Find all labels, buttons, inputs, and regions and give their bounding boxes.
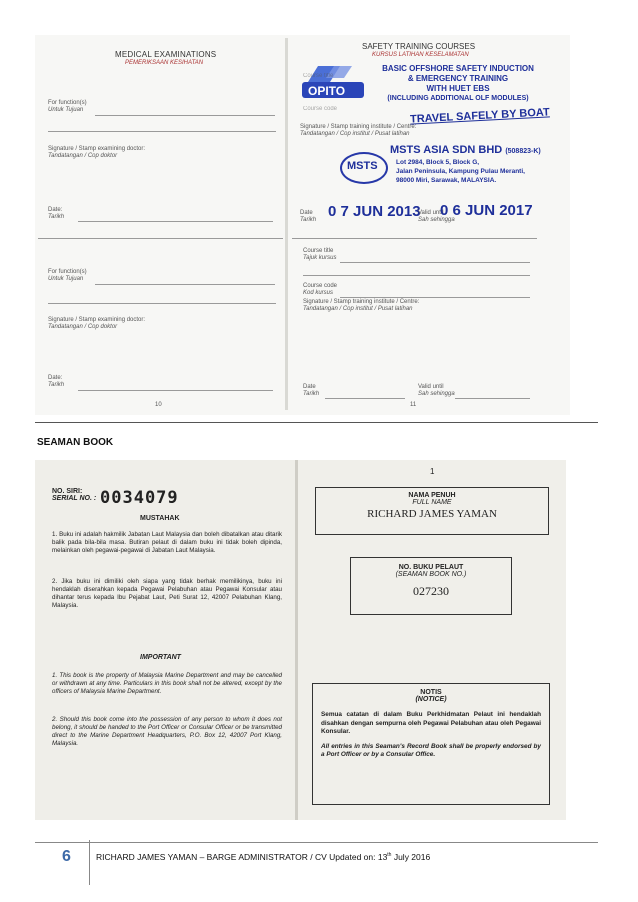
serial-no-label: SERIAL NO. : — [52, 495, 97, 502]
safety-date-line-2 — [325, 398, 405, 399]
medical-function-line-3 — [95, 284, 275, 285]
medical-tarikh-label-2: Tarikh — [48, 382, 65, 388]
medical-signature-ms-label-2: Tandatangan / Cop doktor — [48, 324, 118, 330]
safety-tajuk-kursus-label: Tajuk kursus — [303, 255, 337, 261]
full-name-value: RICHARD JAMES YAMAN — [367, 508, 497, 520]
book-spine — [295, 460, 298, 820]
seaman-book-left-page — [35, 460, 295, 820]
medical-date-line-2 — [78, 390, 273, 391]
serial-number: 0034079 — [100, 488, 179, 508]
medical-divider — [38, 238, 283, 239]
safety-signature-ms-label: Tandatangan / Cop institut / Pusat latihan — [300, 131, 410, 137]
medical-date-label: Date: — [48, 207, 63, 213]
safety-signature-ms-label-2: Tandatangan / Cop institut / Pusat latihan — [303, 306, 413, 312]
notice-text-ms: Semua catatan di dalam Buku Perkhidmatan Pelaut ini hendaklah disahkan dengan sempurna oleh Pegawai Pelabuhan atau oleh Pegawai Konsular. — [321, 711, 541, 735]
medical-for-function-label-2: For function(s) — [48, 269, 87, 275]
travel-stamp: TRAVEL SAFELY BY BOAT — [409, 106, 550, 126]
safety-valid-until-label-2: Valid until — [418, 384, 444, 390]
medical-subtitle: PEMERIKSAAN KESIHATAN — [125, 60, 204, 66]
medical-untuk-tujuan-label: Untuk Tujuan — [48, 107, 84, 113]
medical-signature-label: Signature / Stamp examining doctor: — [48, 146, 146, 152]
safety-date-label-2: Date — [303, 384, 316, 390]
course-stamp-line-3: WITH HUET EBS — [426, 84, 490, 93]
safety-course-code-label: Course code — [303, 106, 338, 112]
important-para-1: 1. This book is the property of Malaysia Marine Department and may be cancelled or withdrawn at any time. Particulars in this book shall not be altered, except by the officers of Malaysia Marine Department. — [52, 672, 282, 695]
valid-until-stamp: 0 6 JUN 2017 — [440, 202, 533, 219]
medical-function-line-2 — [48, 131, 276, 132]
safety-page-number: 11 — [410, 402, 417, 408]
safety-divider — [292, 238, 537, 239]
msts-logo-icon — [340, 152, 388, 184]
safety-subtitle: KURSUS LATIHAN KESELAMATAN — [372, 52, 469, 58]
medical-title: MEDICAL EXAMINATIONS — [115, 50, 217, 59]
date-stamp: 0 7 JUN 2013 — [328, 203, 421, 220]
medical-page-number: 10 — [155, 402, 162, 408]
safety-valid-until-label: Valid until — [418, 210, 444, 216]
safety-course-title-line — [340, 262, 530, 263]
opito-label: OPITO — [308, 84, 346, 98]
safety-course-title-line-2 — [303, 275, 530, 276]
address-line-3: 98000 Miri, Sarawak, MALAYSIA. — [396, 177, 497, 184]
safety-course-title-label-2: Course title — [303, 248, 334, 254]
page-fold — [285, 38, 288, 410]
safety-tarikh-label: Tarikh — [300, 217, 317, 223]
no-buku-pelaut-label: NO. BUKU PELAUT — [398, 564, 464, 571]
medical-signature-label-2: Signature / Stamp examining doctor: — [48, 317, 146, 323]
no-siri-label: NO. SIRI: — [52, 488, 83, 495]
important-para-2: 2. Should this book come into the possession of any person to whom it does not belong, it should be handed to the Port Officer or Consular Officer or be transmitted direct to the Marine Department Headquarters, P.O. Box 12, 42007 Port Klang, Malaysia. — [52, 716, 282, 747]
footer-text-sup: th — [387, 852, 392, 859]
safety-sah-sehingga-label-2: Sah sehingga — [418, 391, 455, 397]
msts-logo-label: MSTS — [347, 160, 378, 172]
medical-signature-ms-label: Tandatangan / Cop doktor — [48, 153, 118, 159]
full-name-box — [315, 487, 549, 535]
medical-for-function-label: For function(s) — [48, 100, 87, 106]
full-name-label: FULL NAME — [412, 499, 452, 506]
section-heading: SEAMAN BOOK — [37, 437, 114, 448]
company-reg: (508823-K) — [505, 148, 541, 155]
medical-date-line — [78, 221, 273, 222]
mustahak-heading: MUSTAHAK — [140, 515, 180, 522]
course-stamp-line-2: & EMERGENCY TRAINING — [407, 74, 509, 83]
opito-logo — [300, 64, 370, 104]
serial-block — [52, 488, 96, 502]
notice-text-en: All entries in this Seaman's Record Book shall be properly endorsed by a Port Officer or by a Consular Office. — [321, 742, 541, 758]
medical-date-label-2: Date: — [48, 375, 63, 381]
safety-course-code-line — [340, 297, 530, 298]
safety-date-label: Date — [300, 210, 313, 216]
nama-penuh-label: NAMA PENUH — [408, 492, 456, 499]
medical-tarikh-label: Tarikh — [48, 214, 65, 220]
safety-course-title-label: Course title — [303, 73, 334, 79]
seaman-book-no-value: 027230 — [413, 584, 449, 598]
address-line-2: Jalan Peninsula, Kampung Pulau Meranti, — [396, 168, 525, 175]
safety-valid-line-2 — [455, 398, 530, 399]
address-line-1: Lot 2984, Block 5, Block G, — [396, 159, 480, 166]
safety-course-code-label-2: Course code — [303, 283, 338, 289]
company-name-stamp — [390, 144, 541, 156]
book-page-number: 1 — [430, 467, 435, 476]
company-address-stamp — [396, 158, 525, 185]
safety-signature-label-2: Signature / Stamp training institute / Centre: — [303, 299, 420, 305]
course-stamp — [378, 64, 538, 104]
seaman-book-no-box — [350, 557, 512, 615]
company-name: MSTS ASIA SDN BHD — [390, 144, 503, 156]
notis-label: NOTIS — [420, 689, 442, 696]
footer-horizontal-rule — [35, 842, 598, 843]
footer-text-end: July 2016 — [391, 852, 431, 862]
important-heading: IMPORTANT — [140, 654, 181, 661]
mustahak-para-2: 2. Jika buku ini dimiliki oleh siapa yang tidak berhak memilikinya, buku ini hendaklah diserahkan kepada Pegawai Pelabuhan atau Pegawai Konsular atau dihantar terus kepada Ibu Pejabat Laut, Peti Surat 12, 42007 Pelabuhan Klang, Malaysia. — [52, 578, 282, 609]
safety-kod-kursus-label: Kod kursus — [303, 290, 334, 296]
mustahak-para-1: 1. Buku ini adalah hakmilik Jabatan Laut Malaysia dan boleh dibatalkan atau ditarik balik pada bila-bila masa. Butiran pelaut di dalam buku ini tidak boleh dipinda, melainkan oleh pegawai-pegawai di Jabatan Laut Malaysia. — [52, 531, 282, 554]
seaman-book-no-label: (SEAMAN BOOK NO.) — [395, 571, 467, 578]
medical-function-line-4 — [48, 303, 276, 304]
footer-vertical-rule — [89, 840, 90, 885]
section-rule — [35, 422, 598, 423]
course-stamp-line-4: (INCLUDING ADDITIONAL OLF MODULES) — [387, 95, 529, 102]
safety-sah-sehingga-label: Sah sehingga — [418, 217, 455, 223]
course-stamp-line-1: BASIC OFFSHORE SAFETY INDUCTION — [382, 64, 534, 73]
notice-box — [312, 683, 550, 805]
footer-text — [96, 852, 430, 862]
notice-label: (NOTICE) — [415, 696, 447, 703]
medical-untuk-tujuan-label-2: Untuk Tujuan — [48, 276, 84, 282]
safety-title: SAFETY TRAINING COURSES — [362, 42, 476, 51]
footer-page-number: 6 — [62, 848, 71, 865]
safety-signature-label: Signature / Stamp training institute / Centre: — [300, 124, 417, 130]
footer-text-main: RICHARD JAMES YAMAN – BARGE ADMINISTRATOR / CV Updated on: 13 — [96, 852, 388, 862]
medical-function-line-1 — [95, 115, 275, 116]
safety-tarikh-label-2: Tarikh — [303, 391, 320, 397]
